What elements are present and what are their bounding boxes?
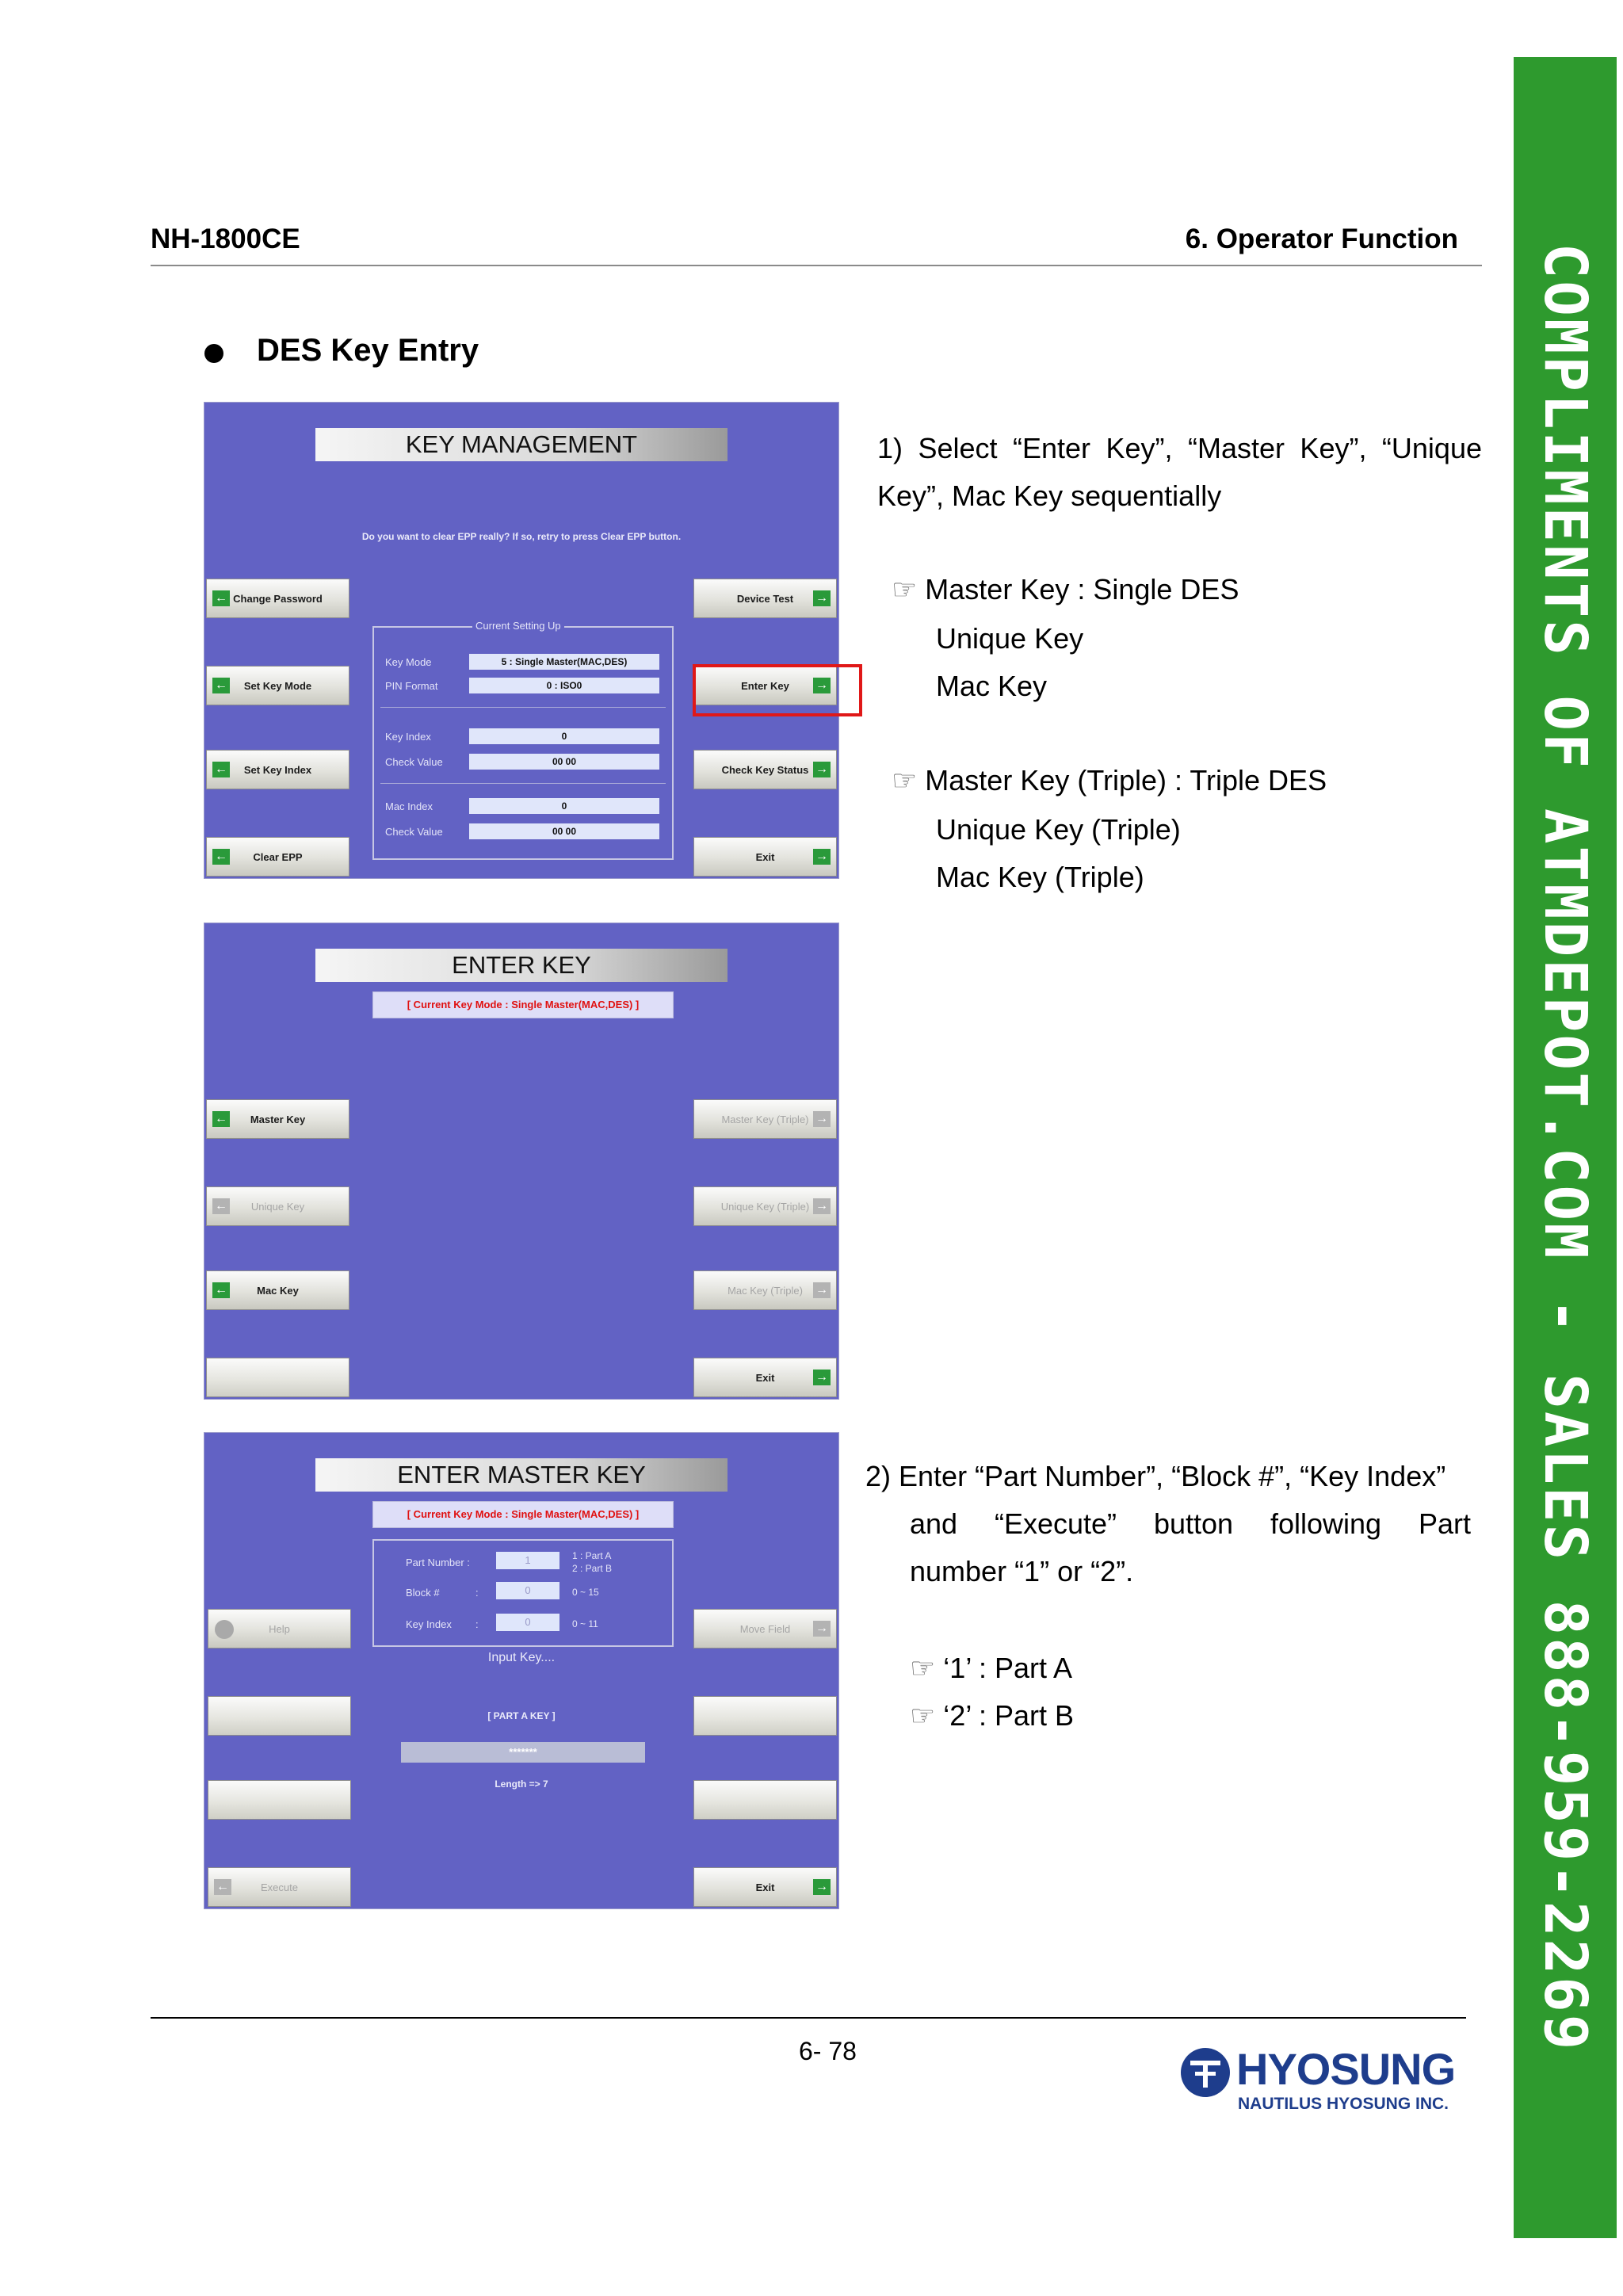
arrow-right-icon: → xyxy=(813,1198,831,1214)
exit-button[interactable]: Exit → xyxy=(693,1867,837,1907)
part-a-key-label: [ PART A KEY ] xyxy=(487,1710,556,1721)
mac-key-item: Mac Key xyxy=(936,670,1048,702)
promo-banner xyxy=(1514,57,1617,2238)
pointing-hand-icon: ☞ xyxy=(892,573,918,606)
key-index-label: Key Index xyxy=(385,731,431,743)
arrow-left-icon: ← xyxy=(212,762,230,777)
part-a-item: ☞ ‘1’ : Part A xyxy=(910,1652,1073,1684)
mac-check-value-value: 00 00 xyxy=(469,823,659,839)
mac-key-triple-button[interactable]: Mac Key (Triple) → xyxy=(693,1270,837,1310)
arrow-right-icon: → xyxy=(813,1111,831,1127)
key-index-label: Key Index xyxy=(406,1618,452,1630)
bullet-icon xyxy=(204,344,223,363)
separator xyxy=(380,707,666,708)
document-model: NH-1800CE xyxy=(151,223,300,254)
step2-line1: 2) Enter “Part Number”, “Block #”, “Key Index” xyxy=(865,1460,1446,1492)
master-key-button[interactable]: ← Master Key xyxy=(206,1099,349,1139)
block-input[interactable]: 0 xyxy=(496,1582,559,1599)
step2-line3: number “1” or “2”. xyxy=(910,1555,1134,1587)
enter-key-button[interactable]: Enter Key → xyxy=(693,666,837,705)
enter-master-key-screen xyxy=(204,1433,838,1908)
unique-key-item: Unique Key xyxy=(936,622,1084,655)
section-title: 6. Operator Function xyxy=(1185,223,1458,254)
part-b-item: ☞ ‘2’ : Part B xyxy=(910,1699,1075,1732)
check-key-status-button[interactable]: Check Key Status → xyxy=(693,750,837,789)
set-key-mode-button[interactable]: ← Set Key Mode xyxy=(206,666,349,705)
section-heading: DES Key Entry xyxy=(257,333,479,368)
mac-index-label: Mac Index xyxy=(385,800,433,812)
clear-epp-message: Do you want to clear EPP really? If so, retry to press Clear EPP button. xyxy=(361,531,682,542)
key-management-screen xyxy=(204,403,838,878)
current-key-mode: [ Current Key Mode : Single Master(MAC,DES) ] xyxy=(372,991,674,1018)
mac-check-value-label: Check Value xyxy=(385,826,443,838)
key-index-value: 0 xyxy=(469,728,659,744)
mac-index-value: 0 xyxy=(469,798,659,814)
arrow-right-icon: → xyxy=(813,849,831,865)
input-key-prompt: Input Key.... xyxy=(487,1651,556,1664)
move-field-button[interactable]: Move Field → xyxy=(693,1609,837,1648)
help-dot-icon xyxy=(215,1620,234,1639)
part-number-label: Part Number : xyxy=(406,1557,470,1568)
check-value-value: 00 00 xyxy=(469,754,659,770)
arrow-right-icon: → xyxy=(813,1282,831,1298)
page-number: 6- 78 xyxy=(799,2037,857,2065)
execute-button[interactable]: ← Execute xyxy=(208,1867,351,1907)
key-entry-panel xyxy=(372,1539,674,1647)
key-mode-label: Key Mode xyxy=(385,656,432,668)
hyosung-logo-icon xyxy=(1181,2048,1230,2097)
exit-button[interactable]: Exit → xyxy=(693,1358,837,1397)
arrow-left-icon: ← xyxy=(212,849,230,865)
footer-rule xyxy=(151,2017,1466,2019)
key-index-input[interactable]: 0 xyxy=(496,1614,559,1631)
promo-banner-text: COMPLIMENTS OF ATMDEPOT.COM - SALES 888-959-2269 xyxy=(1531,243,1599,2053)
unique-key-button[interactable]: ← Unique Key xyxy=(206,1186,349,1226)
pointing-hand-icon: ☞ xyxy=(892,764,918,797)
current-key-mode: [ Current Key Mode : Single Master(MAC,DES) ] xyxy=(372,1501,674,1528)
arrow-left-icon: ← xyxy=(212,590,230,606)
key-input-field[interactable]: ******* xyxy=(401,1742,645,1763)
single-des-item: ☞ Master Key : Single DES xyxy=(892,573,1239,606)
clear-epp-button[interactable]: ← Clear EPP xyxy=(206,837,349,877)
blank-button[interactable] xyxy=(693,1696,837,1736)
arrow-right-icon: → xyxy=(813,1621,831,1637)
arrow-left-icon: ← xyxy=(214,1879,231,1895)
block-range-hint: 0 ~ 15 xyxy=(572,1587,599,1598)
arrow-left-icon: ← xyxy=(212,1198,230,1214)
exit-button[interactable]: Exit → xyxy=(693,837,837,877)
mac-key-triple-item: Mac Key (Triple) xyxy=(936,861,1144,893)
length-indicator: Length => 7 xyxy=(495,1778,548,1790)
screen-title: ENTER KEY xyxy=(315,949,727,982)
enter-key-highlight xyxy=(693,664,862,716)
help-button[interactable]: Help xyxy=(208,1609,351,1648)
pin-format-value: 0 : ISO0 xyxy=(469,678,659,693)
part-number-input[interactable]: 1 xyxy=(496,1552,559,1569)
blank-button[interactable] xyxy=(208,1780,351,1820)
arrow-right-icon: → xyxy=(813,1879,831,1895)
part-a-hint: 1 : Part A xyxy=(572,1550,612,1561)
triple-des-item: ☞ Master Key (Triple) : Triple DES xyxy=(892,764,1327,797)
blank-button[interactable] xyxy=(208,1696,351,1736)
step1-line2: Key”, Mac Key sequentially xyxy=(877,479,1222,512)
check-value-label: Check Value xyxy=(385,756,443,768)
device-test-button[interactable]: Device Test → xyxy=(693,579,837,618)
hyosung-logo-subtitle: NAUTILUS HYOSUNG INC. xyxy=(1238,2095,1449,2113)
block-label: Block # xyxy=(406,1587,440,1599)
unique-key-triple-item: Unique Key (Triple) xyxy=(936,813,1181,846)
mac-key-button[interactable]: ← Mac Key xyxy=(206,1270,349,1310)
master-key-triple-button[interactable]: Master Key (Triple) → xyxy=(693,1099,837,1139)
key-index-colon: : xyxy=(475,1618,479,1630)
change-password-button[interactable]: ← Change Password xyxy=(206,579,349,618)
set-key-index-button[interactable]: ← Set Key Index xyxy=(206,750,349,789)
block-colon: : xyxy=(475,1587,479,1599)
key-index-range-hint: 0 ~ 11 xyxy=(572,1618,598,1629)
unique-key-triple-button[interactable]: Unique Key (Triple) → xyxy=(693,1186,837,1226)
pointing-hand-icon: ☞ xyxy=(910,1699,936,1732)
part-b-hint: 2 : Part B xyxy=(572,1563,613,1574)
pointing-hand-icon: ☞ xyxy=(910,1652,936,1684)
step1-line1: 1) Select “Enter Key”, “Master Key”, “Unique xyxy=(877,432,1482,464)
arrow-right-icon: → xyxy=(813,762,831,777)
blank-button[interactable] xyxy=(693,1780,837,1820)
current-setting-panel xyxy=(372,620,674,860)
step2-line2: and “Execute” button following Part xyxy=(910,1507,1471,1540)
current-setting-legend: Current Setting Up xyxy=(472,620,564,632)
arrow-left-icon: ← xyxy=(212,1282,230,1298)
key-mode-value: 5 : Single Master(MAC,DES) xyxy=(469,654,659,670)
enter-key-screen xyxy=(204,923,838,1399)
separator xyxy=(380,783,666,784)
screen-title: ENTER MASTER KEY xyxy=(315,1458,727,1492)
arrow-left-icon: ← xyxy=(212,1111,230,1127)
blank-button[interactable] xyxy=(206,1358,349,1397)
hyosung-logo-name: HYOSUNG xyxy=(1236,2044,1456,2094)
header-rule xyxy=(151,265,1482,266)
screen-title: KEY MANAGEMENT xyxy=(315,428,727,461)
arrow-right-icon: → xyxy=(813,678,831,693)
arrow-left-icon: ← xyxy=(212,678,230,693)
pin-format-label: PIN Format xyxy=(385,680,438,692)
arrow-right-icon: → xyxy=(813,1370,831,1385)
arrow-right-icon: → xyxy=(813,590,831,606)
